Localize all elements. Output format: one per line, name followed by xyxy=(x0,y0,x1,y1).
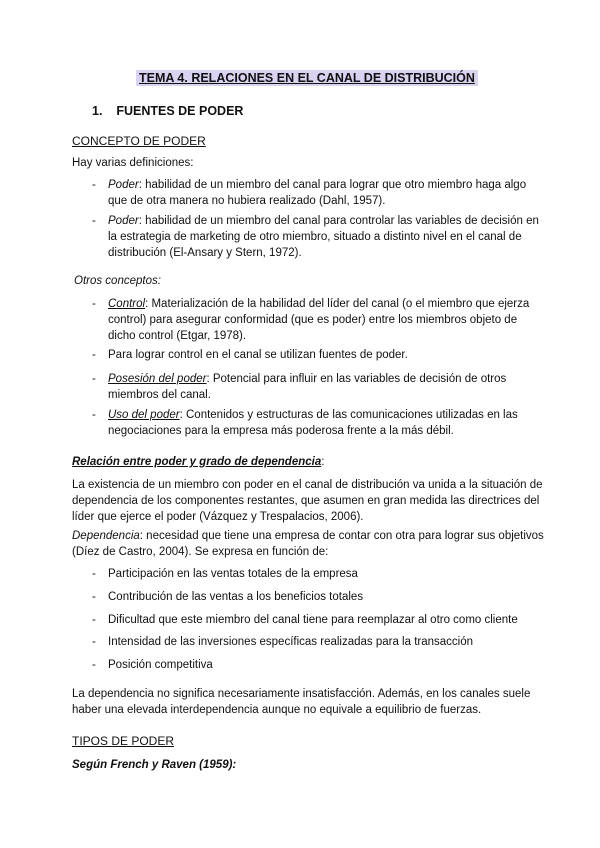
paragraph-line: dependencia de los componentes restantes, que asumen en gran medida las directrices del xyxy=(72,495,540,507)
term: Posesión del poder xyxy=(108,373,207,385)
paragraph-conclusion xyxy=(72,686,530,718)
item-text: : Potencial para influir en las variables de decisión de otros xyxy=(206,373,507,385)
item-text: : Materialización de la habilidad del líder del canal (o el miembro que ejerza xyxy=(145,298,530,310)
subheading-tipos: TIPOS DE PODER xyxy=(72,734,175,748)
paragraph-line: La dependencia no significa necesariamente insatisfacción. Además, en los canales suele xyxy=(72,688,531,700)
term: Dependencia xyxy=(72,530,140,542)
item-text: distribución (El-Ansary y Stern, 1972). xyxy=(108,247,302,259)
section-number: 1. xyxy=(92,104,103,118)
term: Poder xyxy=(108,215,139,227)
dash-bullet: - xyxy=(92,298,96,310)
subheading-french-raven: Según French y Raven (1959): xyxy=(72,759,237,771)
term: Uso del poder xyxy=(108,409,180,421)
section-label: FUENTES DE PODER xyxy=(116,104,244,118)
section-heading-fuentes xyxy=(92,104,243,118)
item-text: Contribución de las ventas a los beneficios totales xyxy=(108,591,364,603)
subheading-otros: Otros conceptos: xyxy=(74,275,161,287)
dash-bullet: - xyxy=(92,659,96,671)
subheading-concepto: CONCEPTO DE PODER xyxy=(72,134,206,148)
item-text: negociaciones para la empresa más poderosa frente a la más débil. xyxy=(108,425,454,437)
paragraph-relacion xyxy=(72,477,543,525)
item-text: la estrategia de marketing de otro miembro, situado a distinto nivel en el canal de xyxy=(108,231,522,243)
page-title: TEMA 4. RELACIONES EN EL CANAL DE DISTRIBUCIÓN xyxy=(136,70,478,86)
subheading-relacion xyxy=(72,454,324,470)
item-text: : Contenidos y estructuras de las comunicaciones utilizadas en las xyxy=(179,409,518,421)
paragraph-dependencia xyxy=(72,528,544,560)
item-text: Dificultad que este miembro del canal tiene para reemplazar al otro como cliente xyxy=(108,614,518,626)
paragraph-line: (Díez de Castro, 2004). Se expresa en función de: xyxy=(72,546,329,558)
heading-text: Relación entre poder y grado de dependencia xyxy=(72,456,322,468)
item-text: miembros del canal. xyxy=(108,389,211,401)
heading-suffix: : xyxy=(321,456,325,468)
dash-bullet: - xyxy=(92,349,96,361)
dash-bullet: - xyxy=(92,179,96,191)
intro-text: Hay varias definiciones: xyxy=(72,157,194,169)
item-text: : habilidad de un miembro del canal para lograr que otro miembro haga algo xyxy=(138,179,527,191)
dash-bullet: - xyxy=(92,568,96,580)
item-text: Participación en las ventas totales de la empresa xyxy=(108,568,358,580)
dash-bullet: - xyxy=(92,614,96,626)
item-text: : habilidad de un miembro del canal para controlar las variables de decisión en xyxy=(138,215,539,227)
term: Poder xyxy=(108,179,139,191)
paragraph-line: : necesidad que tiene una empresa de contar con otra para lograr sus objetivos xyxy=(139,530,544,542)
dash-bullet: - xyxy=(92,591,96,603)
item-text: dicho control (Etgar, 1978). xyxy=(108,330,247,342)
item-text: control) para asegurar conformidad (que es poder) entre los miembros objeto de xyxy=(108,314,518,326)
dash-bullet: - xyxy=(92,215,96,227)
dash-bullet: - xyxy=(92,373,96,385)
term: Control xyxy=(108,298,146,310)
item-text: Para lograr control en el canal se utilizan fuentes de poder. xyxy=(108,349,408,361)
paragraph-line: líder que ejerce el poder (Vázquez y Trespalacios, 2006). xyxy=(72,511,364,523)
dash-bullet: - xyxy=(92,409,96,421)
paragraph-line: La existencia de un miembro con poder en el canal de distribución va unida a la situación de xyxy=(72,479,543,491)
paragraph-line: haber una elevada interdependencia aunque no equivale a equilibrio de fuerzas. xyxy=(72,704,482,716)
item-text: que de otra manera no hubiera realizado (Dahl, 1957). xyxy=(108,195,386,207)
item-text: Intensidad de las inversiones específicas realizadas para la transacción xyxy=(108,636,474,648)
dash-bullet: - xyxy=(92,636,96,648)
item-text: Posición competitiva xyxy=(108,659,213,671)
